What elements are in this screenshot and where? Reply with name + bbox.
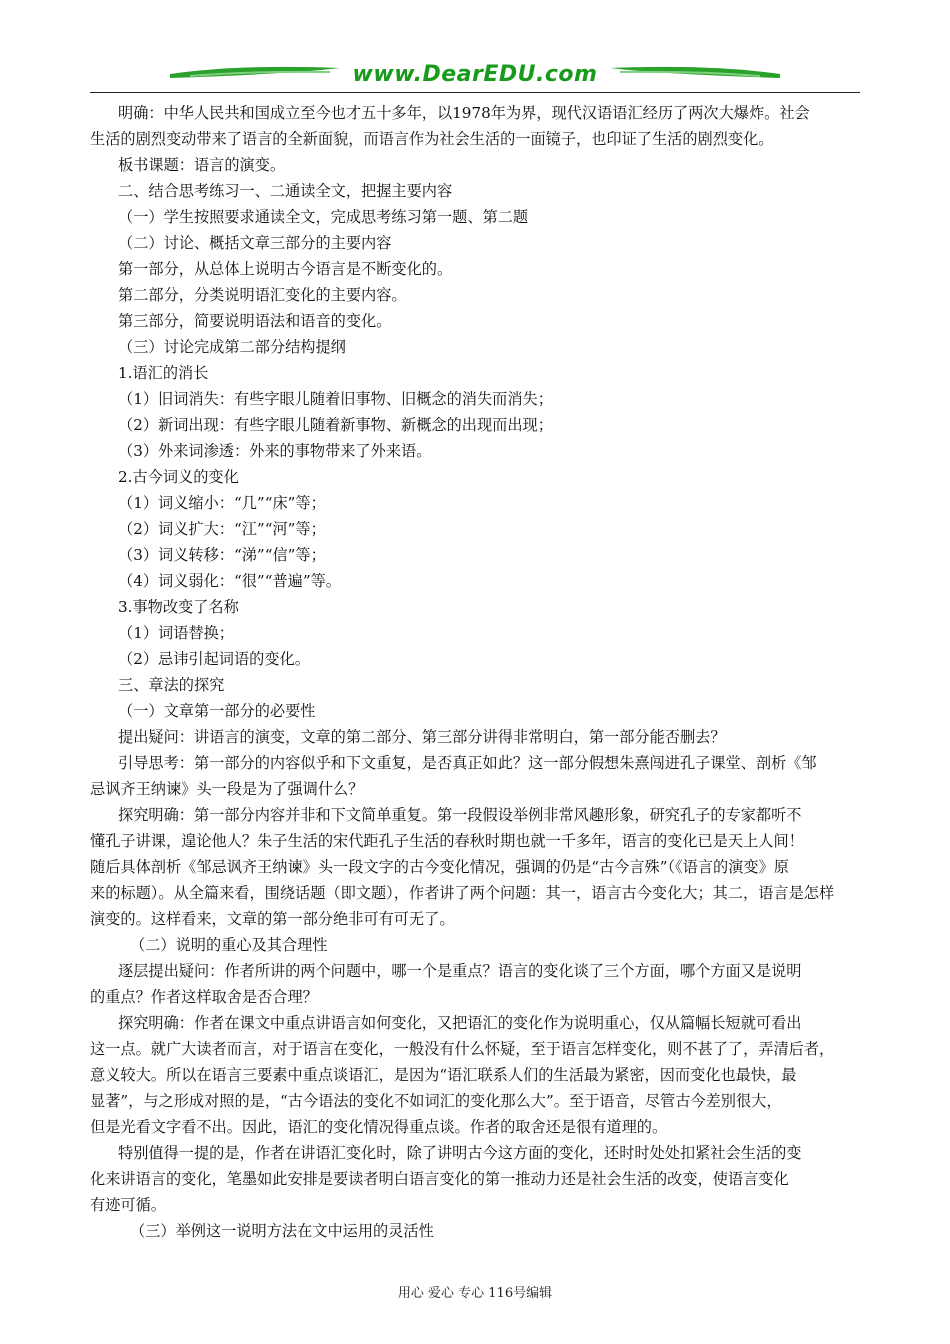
text-line: （三）讨论完成第二部分结构提纲 [118,338,346,356]
text-line: 板书课题：语言的演变。 [118,156,286,174]
text-line: 探究明确：作者在课文中重点讲语言如何变化，又把语汇的变化作为说明重心，仅从篇幅长短就可看出 [118,1014,802,1032]
text-line: （2）词义扩大：“江”“河”等； [118,520,326,538]
text-line: 意义较大。所以在语言三要素中重点谈语汇，是因为“语汇联系人们的生活最为紧密，因而变化也最快，最 [90,1066,797,1084]
text-line: （2）新词出现：有些字眼儿随着新事物、新概念的出现而出现； [118,416,553,434]
text-line: （2）忌讳引起词语的变化。 [118,650,310,668]
text-line: （4）词义弱化：“很”“普遍”等。 [118,572,341,590]
text-line: （一）学生按照要求通读全文，完成思考练习第一题、第二题 [118,208,529,226]
text-line: 2.古今词义的变化 [118,468,239,486]
text-line: 这一点。就广大读者而言，对于语言在变化，一般没有什么怀疑，至于语言怎样变化，则不甚了了，弄清后者， [90,1040,835,1058]
text-line: 1.语汇的消长 [118,364,209,382]
text-line: （3）词义转移：“涕”“信”等； [118,546,326,564]
text-line: 忌讽齐王纳谏》头一段是为了强调什么？ [90,780,364,798]
text-line: 二、结合思考练习一、二通读全文，把握主要内容 [118,182,453,200]
text-line: 的重点？作者这样取舍是否合理？ [90,988,318,1006]
text-line: 三、章法的探究 [118,676,225,694]
header-divider [90,92,860,93]
text-line: 3.事物改变了名称 [118,598,239,616]
text-line: （1）词语替换； [118,624,234,642]
text-line: 逐层提出疑问：作者所讲的两个问题中，哪一个是重点？语言的变化谈了三个方面，哪个方面又是说明 [118,962,802,980]
text-line: （1）词义缩小：“几”“床”等； [118,494,326,512]
text-line: 探究明确：第一部分内容并非和下文简单重复。第一段假设举例非常风趣形象，研究孔子的专家都听不 [118,806,802,824]
text-line: 懂孔子讲课，遑论他人？朱子生活的宋代距孔子生活的春秋时期也就一千多年，语言的变化已是天上人间！ [90,832,804,850]
text-line: （1）旧词消失：有些字眼儿随着旧事物、旧概念的消失而消失； [118,390,553,408]
text-line: 但是光看文字看不出。因此，语汇的变化情况得重点谈。作者的取舍还是很有道理的。 [90,1118,668,1136]
text-line: 特别值得一提的是，作者在讲语汇变化时，除了讲明古今这方面的变化，还时时处处扣紧社会生活的变 [118,1144,802,1162]
text-line: 第三部分，简要说明语法和语音的变化。 [118,312,392,330]
text-line: 化来讲语言的变化，笔墨如此安排是要读者明白语言变化的第一推动力还是社会生活的改变，使语言变化 [90,1170,789,1188]
text-line: （一）文章第一部分的必要性 [118,702,316,720]
text-line: （三）举例这一说明方法在文中运用的灵活性 [130,1222,434,1240]
site-brand-text[interactable]: www.DearEDU.com [352,62,598,87]
text-line: 第一部分，从总体上说明古今语言是不断变化的。 [118,260,453,278]
text-line: （3）外来词渗透：外来的事物带来了外来语。 [118,442,432,460]
site-header-banner [90,56,860,92]
text-line: （二）讨论、概括文章三部分的主要内容 [118,234,392,252]
text-line: 来的标题）。从全篇来看，围绕话题（即文题），作者讲了两个问题：其一，语言古今变化大；其二，语言是怎样 [90,884,835,902]
document-body [90,100,862,1244]
text-line: 引导思考：第一部分的内容似乎和下文重复，是否真正如此？这一部分假想朱熹闯进孔子课堂、剖析《邹 [118,754,817,772]
text-line: 明确：中华人民共和国成立至今也才五十多年，以1978年为界，现代汉语语汇经历了两次大爆炸。社会 [118,104,810,122]
page-footer: 用心 爱心 专心 116号编辑 [397,1286,553,1301]
text-line: 提出疑问：讲语言的演变，文章的第二部分、第三部分讲得非常明白，第一部分能否删去？ [118,728,726,746]
text-line: 有迹可循。 [90,1196,166,1214]
text-line: 第二部分，分类说明语汇变化的主要内容。 [118,286,407,304]
text-line: 显著”，与之形成对照的是，“古今语法的变化不如词汇的变化那么大”。至于语音，尽管古今差别很大， [90,1092,782,1110]
text-line: 随后具体剖析《邹忌讽齐王纳谏》头一段文字的古今变化情况，强调的仍是“古今言殊”（《语言的演变》原 [90,858,789,876]
text-line: （二）说明的重心及其合理性 [130,936,328,954]
text-line: 生活的剧烈变动带来了语言的全新面貌，而语言作为社会生活的一面镜子，也印证了生活的剧烈变化。 [90,130,774,148]
text-line: 演变的。这样看来，文章的第一部分绝非可有可无了。 [90,910,455,928]
